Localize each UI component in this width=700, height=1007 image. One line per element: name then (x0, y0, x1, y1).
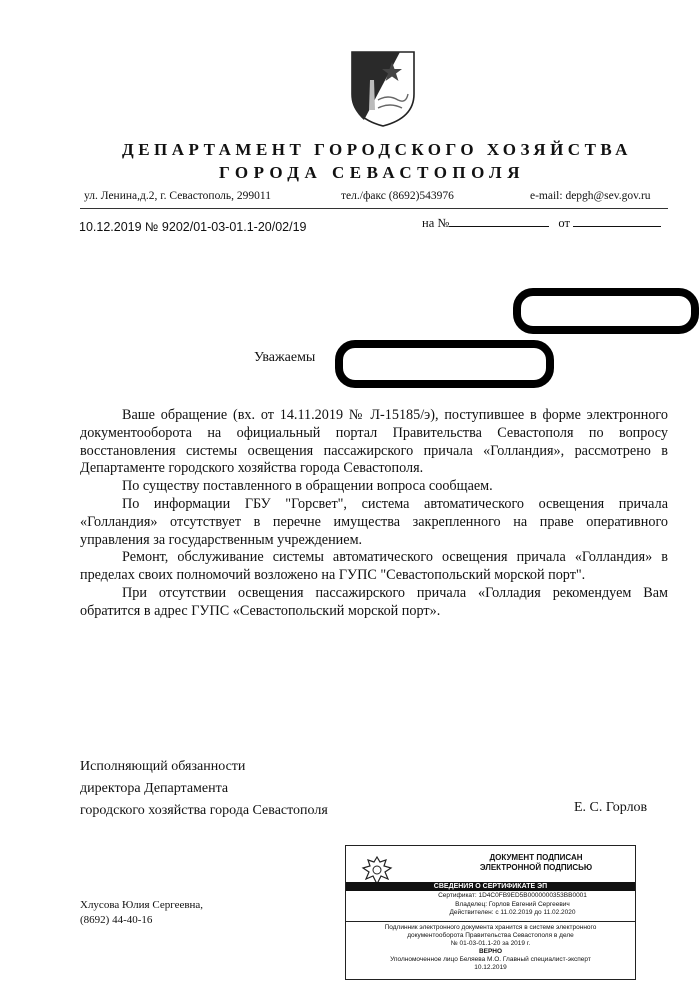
electronic-signature-stamp (345, 845, 636, 980)
stamp-note-line3: № 01-03-01.1-20 за 2019 г. (450, 940, 531, 947)
executor-name: Хлусова Юлия Сергеевна, (80, 899, 204, 911)
signer-position-line2: директора Департамента (80, 781, 229, 796)
ref-number-label: на № (422, 216, 450, 230)
signer-name: Е. С. Горлов (574, 800, 648, 815)
stamp-title-line1: ДОКУМЕНТ ПОДПИСАН (489, 853, 583, 862)
department-phone: тел./факс (8692)543976 (341, 190, 454, 202)
stamp-divider (346, 921, 635, 922)
reference-line (422, 214, 661, 231)
stamp-note-line2: документооборота Правительства Севастополя в деле (407, 932, 574, 939)
sevastopol-coat-of-arms-icon (348, 50, 418, 128)
letter-body (80, 407, 668, 621)
department-name-line2: ГОРОДА СЕВАСТОПОЛЯ (219, 163, 525, 182)
stamp-cert-validity: Действителен: с 11.02.2019 до 11.02.2020 (449, 909, 576, 916)
signer-position-line1: Исполняющий обязанности (80, 759, 246, 774)
body-paragraph: По существу поставленного в обращении вопроса сообщаем. (122, 478, 493, 495)
ref-date-label: от (558, 216, 570, 230)
ref-number-blank (449, 214, 549, 227)
body-paragraph: По информации ГБУ "Горсвет", система автоматического освещения причала «Голландия» отсутствует в перечне имущества закрепленного на праве оперативного управления за государственным учреждением. (80, 495, 668, 548)
stamp-title-line2: ЭЛЕКТРОННОЙ ПОДПИСЬЮ (479, 863, 593, 872)
stamp-cert-number: Сертификат: 1D4C0FB9ED5B0000000353BB0001 (438, 892, 587, 899)
header-divider (80, 208, 668, 209)
redacted-addressee-name (513, 288, 699, 334)
department-name-line1: ДЕПАРТАМЕНТ ГОРОДСКОГО ХОЗЯЙСТВА (122, 140, 632, 159)
department-email: e-mail: depgh@sev.gov.ru (530, 190, 651, 202)
body-paragraph: При отсутствии освещения пассажирского причала «Голладия рекомендуем Вам обратится в адрес ГУПС «Севастопольский морской порт». (80, 584, 668, 619)
redacted-salutation-name (335, 340, 554, 388)
signature-block (80, 756, 328, 822)
ref-date-blank (573, 214, 661, 227)
executor-info (80, 898, 203, 928)
signer-position-line3: городского хозяйства города Севастополя (80, 803, 328, 818)
salutation: Уважаемы (254, 350, 316, 365)
stamp-cert-owner: Владелец: Горлов Евгений Сергеевич (455, 900, 570, 908)
body-paragraph: Ремонт, обслуживание системы автоматического освещения причала «Голландия» в пределах своих полномочий возложено на ГУПС "Севастопольский морской порт". (80, 549, 668, 584)
body-paragraph: Ваше обращение (вх. от 14.11.2019 № Л-15185/э), поступившее в форме электронного документооборота на официальный портал Правительства Севастополя по вопросу восстановления системы освещения пассажирского причала «Голландия», рассмотрено в Департаменте городского хозяйства города Севастополя. (80, 407, 668, 477)
stamp-note-line1: Подлинник электронного документа хранится в системе электронного (384, 924, 597, 931)
executor-phone: (8692) 44-40-16 (80, 914, 153, 926)
stamp-official-line2: 10.12.2019 (474, 964, 507, 971)
department-address: ул. Ленина,д.2, г. Севастополь, 299011 (84, 190, 271, 202)
stamp-verified: ВЕРНО (478, 948, 503, 955)
stamp-official-line1: Уполномоченное лицо Беляева М.О. Главный специалист-эксперт (390, 956, 591, 963)
outgoing-registration-number: 10.12.2019 № 9202/01-03-01.1-20/02/19 (79, 220, 307, 234)
stamp-cert-header: СВЕДЕНИЯ О СЕРТИФИКАТЕ ЭП (433, 883, 548, 890)
